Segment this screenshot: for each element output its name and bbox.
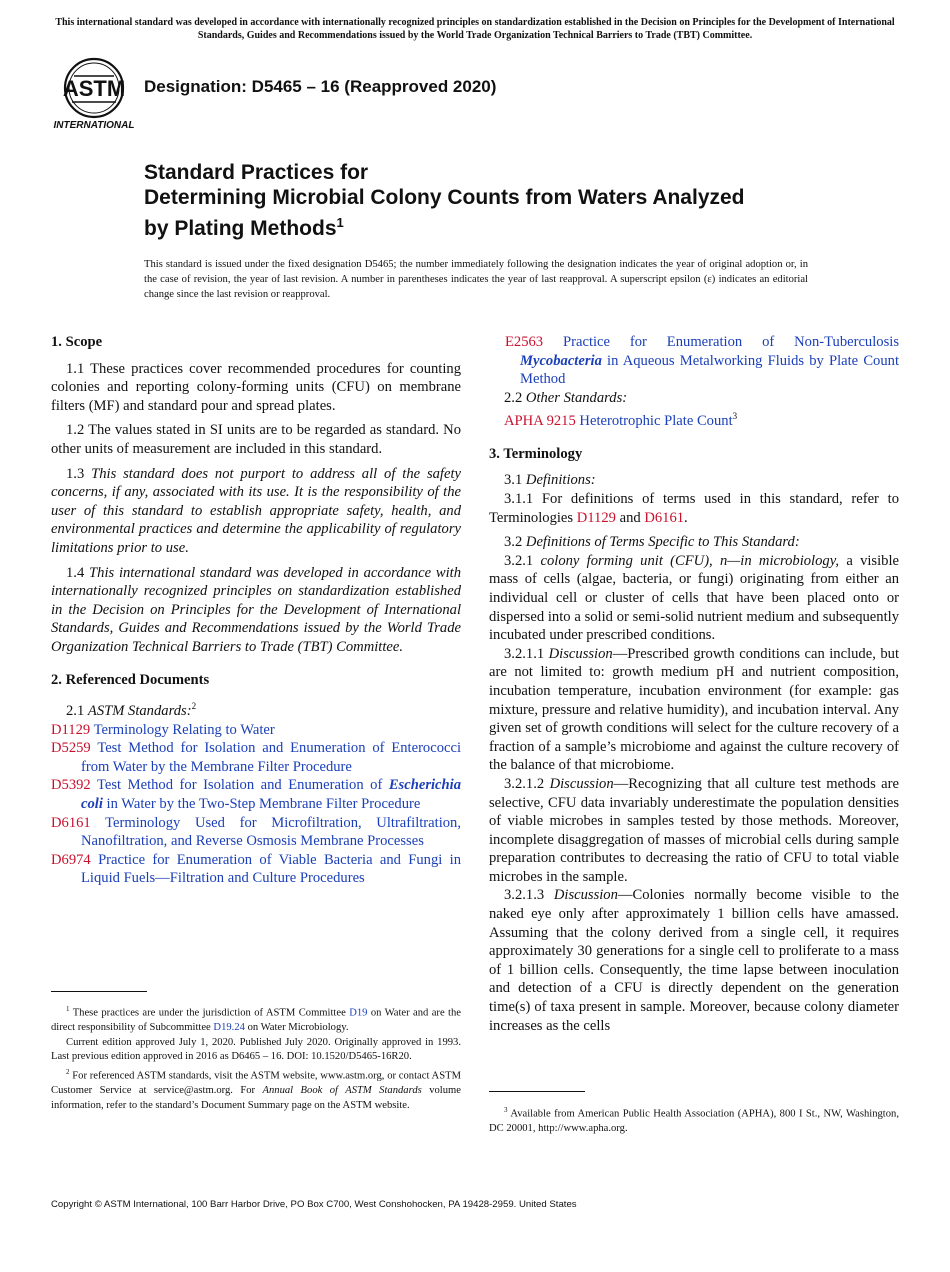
astm-standards-sup: 2 [191,701,197,712]
discussion-label: Discussion [549,775,614,792]
footnotes-left [51,1002,461,1113]
discussion-text: —Recognizing that all culture test methods are selective, CFU data invariably underestimate the population densities of viable microbes in samples tested by those methods. Moreover, incomplete disaggregation of masses of microbial cells during sample preparation contributes to decreasing the ratio of CFU to total viable microbes in the sample. [489,775,899,885]
ref-code-link[interactable]: D5259 [51,740,91,757]
apha-title-link[interactable]: Heterotrophic Plate Count [579,413,733,430]
title-line-3 [144,210,844,241]
ref-title-pre: Test Method for Isolation and Enumeration of [97,777,389,794]
footnote-2-mark: 2 [66,1067,70,1076]
ref-title-link[interactable] [520,334,899,387]
ref-title-link[interactable]: Terminology Relating to Water [93,721,275,738]
ref-code-link[interactable]: D1129 [51,721,91,738]
d19-link[interactable]: D19 [349,1007,368,1019]
right-column [489,333,899,1035]
title-line-1: Standard Practices for [144,161,369,184]
scope-1-3-text: This standard does not purport to address all of the safety concerns, if any, associated with its use. It is the responsibility of the user of this standard to establish appropriate safety, health, and environmental practices and determine the applicability of regulatory limitations prior to use. [51,465,461,556]
footnote-1-mark: 1 [66,1005,70,1013]
other-standards-label [489,389,899,408]
footnote-1-a: These practices are under the jurisdiction of ASTM Committee [69,1007,350,1019]
other-standards-text: Other Standards: [525,389,628,406]
scope-1-2: 1.2 The values stated in SI units are to be regarded as standard. No other units of measurement are included in this standard. [51,422,461,457]
footnote-1 [51,1002,461,1036]
d19-24-link[interactable]: D19.24 [213,1022,245,1034]
specific-terms-label [489,533,899,552]
definitions-label [489,471,899,490]
footnote-1-b: on Water and are the direct responsibility of Subcommittee [51,1007,462,1034]
term-3-1-1-pre: 3.1.1 For definitions of terms used in this standard, refer to Terminologies [489,491,899,526]
definitions-num: 3.1 [504,472,523,489]
scope-1-4-num: 1.4 [66,564,85,581]
scope-1-3 [51,465,461,558]
discussion-3-2-1-2 [489,775,899,887]
ref-title-em: Escherichia coli [81,777,461,812]
copyright: Copyright © ASTM International, 100 Barr Harbor Drive, PO Box C700, West Conshohocken, PA 19428-2959. United States [51,1199,577,1210]
ref-code-link[interactable]: D6161 [51,814,91,831]
scope-1-4-text: This international standard was developed in accordance with internationally recognized principles on standardization established in the Decision on Principles for the Development of International Standards, Guides and Recommendations issued by the World Trade Organization Technical Barriers to Trade (TBT) Committee. [51,564,462,655]
discussion-text: —Colonies normally become visible to the naked eye only after approximately 1 billion cells have amassed. Assuming that the colony derived from a single cell, it requires approximately 30 generations for a single cell to proliferate to a mass of 1 billion cells. Consequently, the time lapse between inoculation and detection of a CFU is directly dependent on the generation time(s) of taxa present in sample. Moreover, because colony diameter increases as the cells [489,887,900,1034]
ref-item[interactable] [51,851,461,888]
ref-title-link[interactable]: Terminology Used for Microfiltration, Ultrafiltration, Nanofiltration, and Reverse Osmosis Membrane Processes [81,814,461,850]
apha-code-link[interactable]: APHA 9215 [504,413,576,430]
other-standards-num: 2.2 [504,389,523,406]
ref-item[interactable] [51,776,461,813]
term-3-2-1 [489,552,899,645]
title-line-2: Determining Microbial Colony Counts from Waters Analyzed [144,186,745,209]
apha-ref[interactable] [489,407,899,430]
astm-standards-text: ASTM Standards: [87,702,192,719]
scope-1-3-num: 1.3 [66,465,85,482]
footnotes-right [489,1103,899,1137]
footnote-rule [51,991,147,992]
discussion-num: 3.2.1.3 [504,887,545,904]
term-3-2-1-num: 3.2.1 [504,552,534,569]
footnote-3 [489,1103,899,1137]
referenced-heading: 2. Referenced Documents [51,671,210,688]
scope-heading: 1. Scope [51,334,103,350]
logo-text-bottom: INTERNATIONAL [53,120,135,131]
ref-title-link[interactable]: Practice for Enumeration of Viable Bacteria and Fungi in Liquid Fuels—Filtration and Culture Procedures [81,851,461,887]
ref-title-post: in Aqueous Metalworking Fluids by Plate Count Method [520,352,899,388]
ref-code-link[interactable]: D6974 [51,851,91,868]
ref-code-link[interactable]: D5392 [51,777,91,794]
ref-item[interactable] [489,333,899,389]
footnote-3-text: Available from American Public Health Association (APHA), 800 I St., NW, Washington, DC 20001, http://www.apha.org. [489,1108,899,1135]
top-notice: This international standard was developed in accordance with internationally recognized principles on standardization established in the Decision on Principles for the Development of International Standards, Guides and Recommendations issued by the World Trade Organization Technical Barriers to Trade (TBT) Committee. [55,17,895,41]
term-3-1-1-end: . [684,509,688,526]
ref-title-post: in Water by the Two-Step Membrane Filter Procedure [102,795,421,812]
document-title [144,160,844,241]
footnote-2-a: For referenced ASTM standards, visit the ASTM website, www.astm.org, or contact ASTM Customer Service at service@astm.org. For [51,1070,461,1097]
discussion-3-2-1-3 [489,886,899,1035]
term-3-1-1-mid: and [615,509,645,526]
issue-note: This standard is issued under the fixed designation D5465; the number immediately following the designation indicates the year of original adoption or, in the case of revision, the year of last revision. A number in parentheses indicates the year of last reapproval. A superscript epsilon (ε) indicates an editorial change since the last revision or reapproval. [144,259,808,300]
left-column [51,333,461,888]
discussion-3-2-1-1 [489,645,899,775]
apha-sup: 3 [732,411,738,422]
definitions-text: Definitions: [525,472,596,489]
footnote-2 [51,1065,461,1113]
ref-code-link[interactable]: E2563 [505,334,544,350]
d1129-link[interactable]: D1129 [576,509,616,526]
logo-text-top: ASTM [62,76,126,101]
discussion-label: Discussion [553,887,618,904]
title-line-3-text: by Plating Methods [144,217,337,240]
footnote-2-em: Annual Book of ASTM Standards [262,1085,422,1097]
astm-logo [52,56,136,132]
specific-terms-num: 3.2 [504,534,523,551]
discussion-text: —Prescribed growth conditions can include, but are not limited to: growth medium pH and nutrient composition, incubation temperature, incubation environment (for example: gas mixture, pressure and relative humidity), and incubation interval. Any given set of growth conditions will select for the culture recovery of a fraction of a sample’s microbiome and against the culture recovery of the balance of that microbiome. [489,645,899,774]
ref-item[interactable] [51,814,461,851]
astm-logo-graphic [52,56,136,132]
footnote-3-mark: 3 [504,1106,508,1114]
ref-title-em: Mycobacteria [520,352,602,369]
term-3-2-1-text: a visible mass of cells (algae, bacteria, or fungi) originating from either an individual cell or cluster of cells that have been placed onto or dispersed into a solid or semi-solid nutrient medium and subsequently incubated under prescribed conditions. [489,552,899,644]
footnote-rule [489,1091,585,1092]
discussion-num: 3.2.1.1 [504,645,545,662]
footnote-1-c: on Water Microbiology. [244,1022,349,1034]
designation: Designation: D5465 – 16 (Reapproved 2020) [144,77,497,96]
scope-1-4 [51,564,461,657]
astm-standards-num: 2.1 [66,702,85,719]
d6161-link[interactable]: D6161 [644,509,685,526]
term-3-1-1 [489,490,899,527]
astm-standards-label [51,697,461,720]
specific-terms-text: Definitions of Terms Specific to This Standard: [525,534,800,551]
term-3-2-1-term: colony forming unit (CFU), n—in microbiology, [540,552,840,569]
discussion-num: 3.2.1.2 [504,775,545,792]
footnote-1-edition: Current edition approved July 1, 2020. Published July 2020. Originally approved in 1993. Last previous edition approved in 2016 as D6465 – 16. DOI: 10.1520/D5465-16R20. [51,1036,461,1063]
terminology-heading: 3. Terminology [489,445,583,462]
ref-title-link[interactable]: Test Method for Isolation and Enumeration of Enterococci from Water by the Membrane Filter Procedure [81,740,462,775]
footnote-2-b: volume information, refer to the standard’s Document Summary page on the ASTM website. [51,1085,461,1111]
ref-item[interactable] [51,721,461,740]
title-footnote-mark: 1 [336,215,344,230]
ref-item[interactable] [51,739,461,776]
ref-title-link[interactable] [81,777,461,812]
discussion-label: Discussion [548,645,613,662]
scope-1-1: 1.1 These practices cover recommended procedures for counting colonies and reporting colony-forming units (CFU) on membrane filters (MF) and standard pour and spread plates. [51,360,461,414]
ref-title-pre: Practice for Enumeration of Non-Tuberculosis [563,334,899,350]
